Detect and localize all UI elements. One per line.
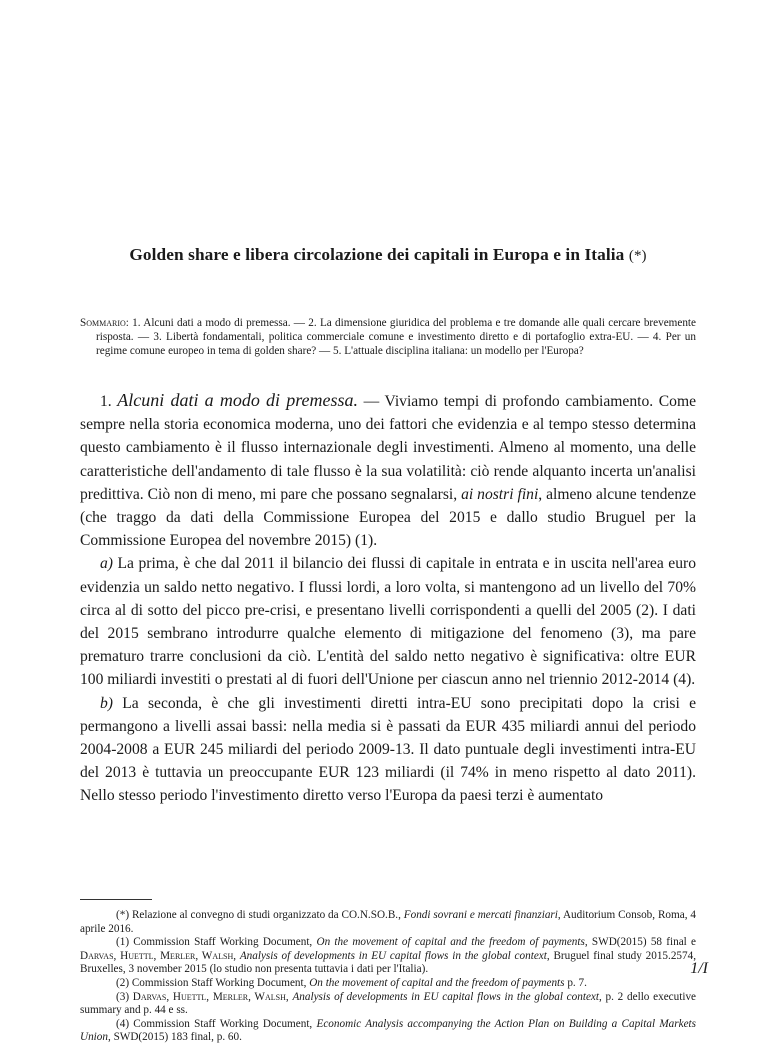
summary-text: : 1. Alcuni dati a modo di premessa. — 2. La dimensione giuridica del problema e tre domande alle quali cercare brevemente risposta. — 3. Libertà fondamentali, politica commerciale comune e investimento diretto e di portafoglio extra-EU. — 4. Per un regime comune europeo in tema di golden share? — 5. L'attuale disciplina italiana: un modello per l'Europa? — [96, 317, 696, 357]
footnote-marker: (3) — [116, 990, 130, 1003]
text-run: La prima, è che dal 2011 il bilancio dei flussi di capitale in entrata e in uscita nell'area euro evidenzia un saldo netto negativo. I flussi lordi, a loro volta, si mantengono ad un livello del 70% circa al di sotto del picco pre-crisi, e presentano livelli corrispondenti a quelli del 2005 — [80, 555, 696, 619]
footnote-star — [80, 909, 696, 936]
footnotes — [80, 909, 696, 1045]
author-names: Darvas, Huettl, Merler, Walsh — [132, 990, 286, 1003]
italic-run: On the movement of capital and the freedom of payments — [316, 936, 585, 949]
text-run: . — [373, 532, 378, 550]
text-run: Commission Staff Working Document, — [129, 1017, 317, 1030]
footnote-marker: (*) — [116, 909, 130, 921]
text-run: , almeno alcune tendenze (che traggo da dati della Commissione Europea del 2015 e dallo studio Bruguel per la Commissione Europea del novembre 2015) — [80, 485, 696, 550]
text-run: — Viviamo tempi di profondo cambiamento. Come sempre nella storia economica moderna, uno dei fattori che evidenzia e al tempo stesso determina questo cambiamento è il flusso internazionale degli investimenti. Almeno al momento, una delle caratteristiche dell'andamento di tale flusso è la sua volatilità: ciò rende alquanto incerta un'analisi predittiva. Ciò non di meno, mi pare che possano segnalarsi, — [80, 393, 696, 503]
list-label-b: b) — [100, 694, 113, 712]
italic-run: ai nostri fini — [461, 485, 539, 503]
text-run: , — [233, 949, 240, 962]
footnote-ref-4[interactable]: (4) — [673, 671, 692, 689]
text-run: La seconda, è che gli investimenti diretti intra-EU sono precipitati dopo la crisi e permangono a livelli assai bassi: nella media si è passati da EUR 435 miliardi annui del periodo 2004-2008 a EUR 245 miliardi del periodo 2009-13. Il dato puntuale degli investimenti intra-EU del 2013 è tuttavia un preoccupante EUR 123 miliardi (il 74% in meno rispetto al dato 2011). Nello stesso periodo l'investimento diretto verso l'Europa da paesi terzi è aumentato — [80, 694, 696, 805]
footnote-marker: (2) — [116, 976, 130, 989]
summary-label: Sommario — [80, 317, 126, 329]
italic-run: Analysis of developments in EU capital flows in the global context — [292, 990, 599, 1003]
footnote-divider — [80, 899, 152, 900]
title-footnote-marker[interactable]: (*) — [628, 248, 647, 264]
footnote-marker: (1) — [116, 936, 130, 949]
text-run: , SWD(2015) 183 final, p. 60. — [107, 1031, 242, 1044]
italic-run: Fondi sovrani e mercati finanziari — [403, 909, 558, 921]
text-run: , SWD(2015) 58 final e — [584, 936, 696, 949]
italic-run: Analysis of developments in EU capital flows in the global context — [239, 949, 547, 962]
footnote-1 — [80, 936, 696, 977]
text-run: , Auditorium Consob, Roma, 4 aprile 2016. — [80, 909, 696, 935]
text-run: . — [691, 671, 696, 689]
paper-title — [80, 245, 696, 265]
footnote-marker: (4) — [116, 1017, 130, 1030]
footnote-ref-2[interactable]: (2) — [636, 601, 655, 619]
text-run: , Bruguel final study 2015.2574, Bruxelles, 3 november 2015 (lo studio non presenta tuttavia i dati per l'Italia). — [80, 949, 696, 976]
author-names: Darvas, Huettl, Merler, Walsh — [80, 949, 234, 962]
paragraph-section-1 — [80, 389, 696, 552]
footnote-ref-1[interactable]: (1) — [355, 532, 374, 550]
footnote-4 — [80, 1018, 696, 1045]
footnote-3 — [80, 991, 696, 1018]
document-page — [80, 0, 708, 1044]
title-text: Golden share e libera circolazione dei capitali in Europa e in Italia — [129, 245, 625, 264]
summary — [80, 317, 696, 358]
text-run: , ma pare prematuro trarre conclusioni da ciò. L'entità del saldo netto negativo è significativa: oltre EUR 100 miliardi investiti o prestati al di fuori dell'Unione per ciascun anno nel triennio 2012-2014 — [80, 625, 697, 689]
page-number: 1/I — [690, 960, 708, 977]
text-run: , p. 2 dello executive summary and p. 44 e ss. — [80, 990, 697, 1017]
section-number: 1. — [100, 393, 112, 410]
section-heading: Alcuni dati a modo di premessa. — [117, 390, 359, 410]
list-label-a: a) — [100, 555, 113, 573]
text-run: , — [285, 990, 293, 1003]
paragraph-b — [80, 692, 696, 808]
text-run: . I dati del 2015 sembrano introdurre qualche elemento di mitigazione del fenomeno — [80, 601, 696, 643]
text-run: Commission Staff Working Document, — [129, 936, 317, 949]
text-run: p. 7. — [564, 976, 587, 989]
footnote-2 — [80, 977, 696, 991]
main-body — [80, 389, 696, 808]
italic-run: On the movement of capital and the freedom of payments — [309, 976, 565, 989]
text-run: Commission Staff Working Document, — [129, 976, 310, 989]
paragraph-a — [80, 552, 696, 691]
footnote-ref-3[interactable]: (3) — [611, 625, 630, 643]
italic-run: Economic Analysis accompanying the Action Plan on Building a Capital Markets Union — [80, 1017, 696, 1044]
text-run: Relazione al convegno di studi organizzato da CO.N.SO.B., — [129, 909, 404, 921]
